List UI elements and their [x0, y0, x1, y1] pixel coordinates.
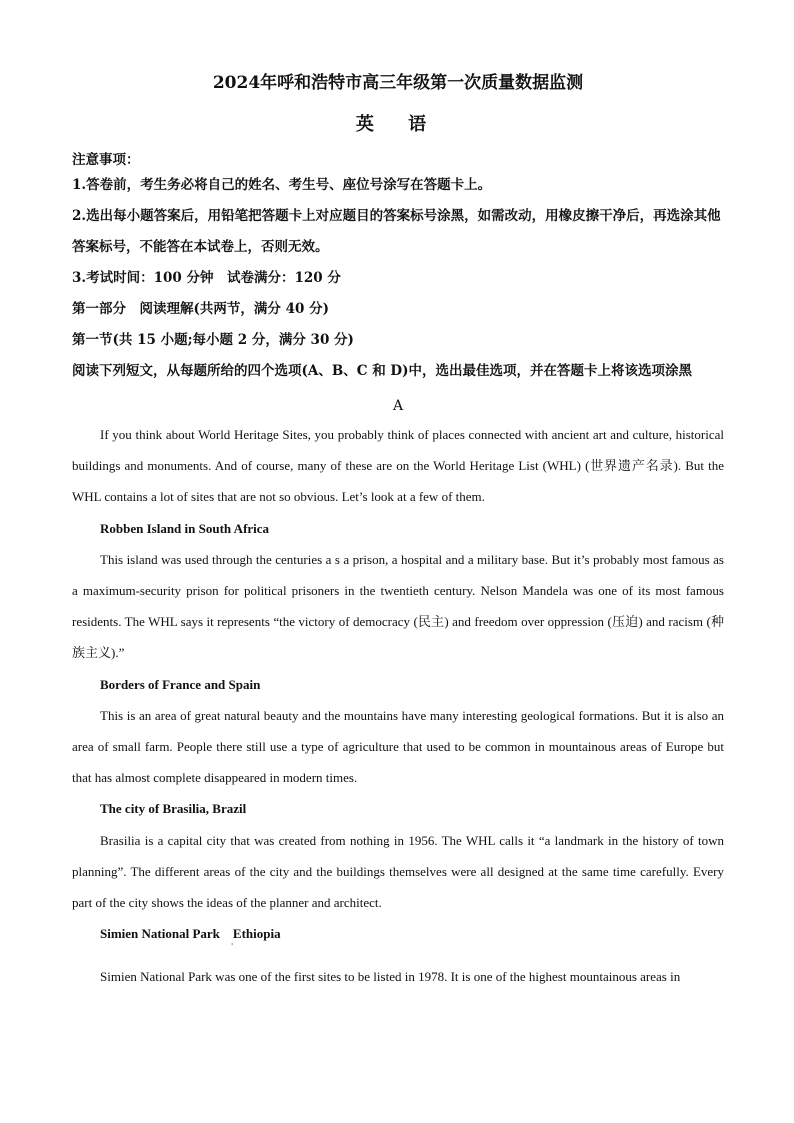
- site-text-simien: Simien National Park was one of the first sites to be listed in 1978. It is one of the highest mountainous areas in: [100, 969, 681, 985]
- exam-subject: 英 语: [355, 114, 441, 135]
- notice-item-3: 3.考试时间：100 分钟 试卷满分：120 分: [72, 270, 341, 286]
- exam-page: [72, 62, 724, 993]
- section-heading: 第一节(共 15 小题;每小题 2 分，满分 30 分): [72, 332, 354, 348]
- site-heading-france-spain: Borders of France and Spain: [100, 676, 261, 692]
- exam-title: 2024年呼和浩特市高三年级第一次质量数据监测: [212, 73, 584, 93]
- site-heading-simien: Simien National Park Ethiopia: [100, 926, 281, 942]
- passage-letter: A: [392, 398, 404, 414]
- site-text-robben-island: This island was used through the centuries a s a prison, a hospital and a military base. But it’s probably most famous as a maximum-security prison for political prisoners in the twentieth century. Nelson Mandela was one of its most famous residents. The WHL says it represents “the victory of democracy (民主) and freedom over oppression (压迫) and racism (种族主义).”: [72, 551, 724, 661]
- notice-block: [72, 150, 724, 387]
- notice-item-2: 2.选出每小题答案后，用铅笔把答题卡上对应题目的答案标号涂黑，如需改动，用橡皮擦干净后，再选涂其他答案标号，不能答在本试卷上，否则无效。: [72, 208, 721, 255]
- instruction-text: 阅读下列短文，从每题所给的四个选项(A、B、C 和 D)中，选出最佳选项，并在答题卡上将该选项涂黑: [72, 363, 693, 379]
- passage-intro: If you think about World Heritage Sites, you probably think of places connected with ancient art and culture, historical buildings and monuments. And of course, many of these are on the World Heritage List (WHL) (世界遗产名录). But the WHL contains a lot of sites that are not so obvious. Let’s look at a few of them.: [72, 427, 724, 505]
- site-heading-robben-island: Robben Island in South Africa: [100, 520, 270, 536]
- site-text-brasilia: Brasilia is a capital city that was created from nothing in 1956. The WHL calls it “a landmark in the history of town planning”. The different areas of the city and the buildings themselves were all designed at the same time carefully. Every part of the city shows the ideas of the planner and architect.: [72, 832, 724, 911]
- notice-item-1: 1.答卷前，考生务必将自己的姓名、考生号、座位号涂写在答题卡上。: [72, 177, 492, 193]
- stray-mark: ': [231, 942, 234, 952]
- site-heading-brasilia: The city of Brasilia, Brazil: [100, 801, 247, 817]
- notice-heading: 注意事项：: [72, 152, 140, 168]
- part-heading: 第一部分 阅读理解(共两节，满分 40 分): [72, 301, 329, 317]
- site-text-france-spain: This is an area of great natural beauty and the mountains have many interesting geological formations. But it is also an area of small farm. People there still use a type of agriculture that used to be common in mountainous areas of Europe but that has almost complete disappeared in modern times.: [72, 707, 724, 786]
